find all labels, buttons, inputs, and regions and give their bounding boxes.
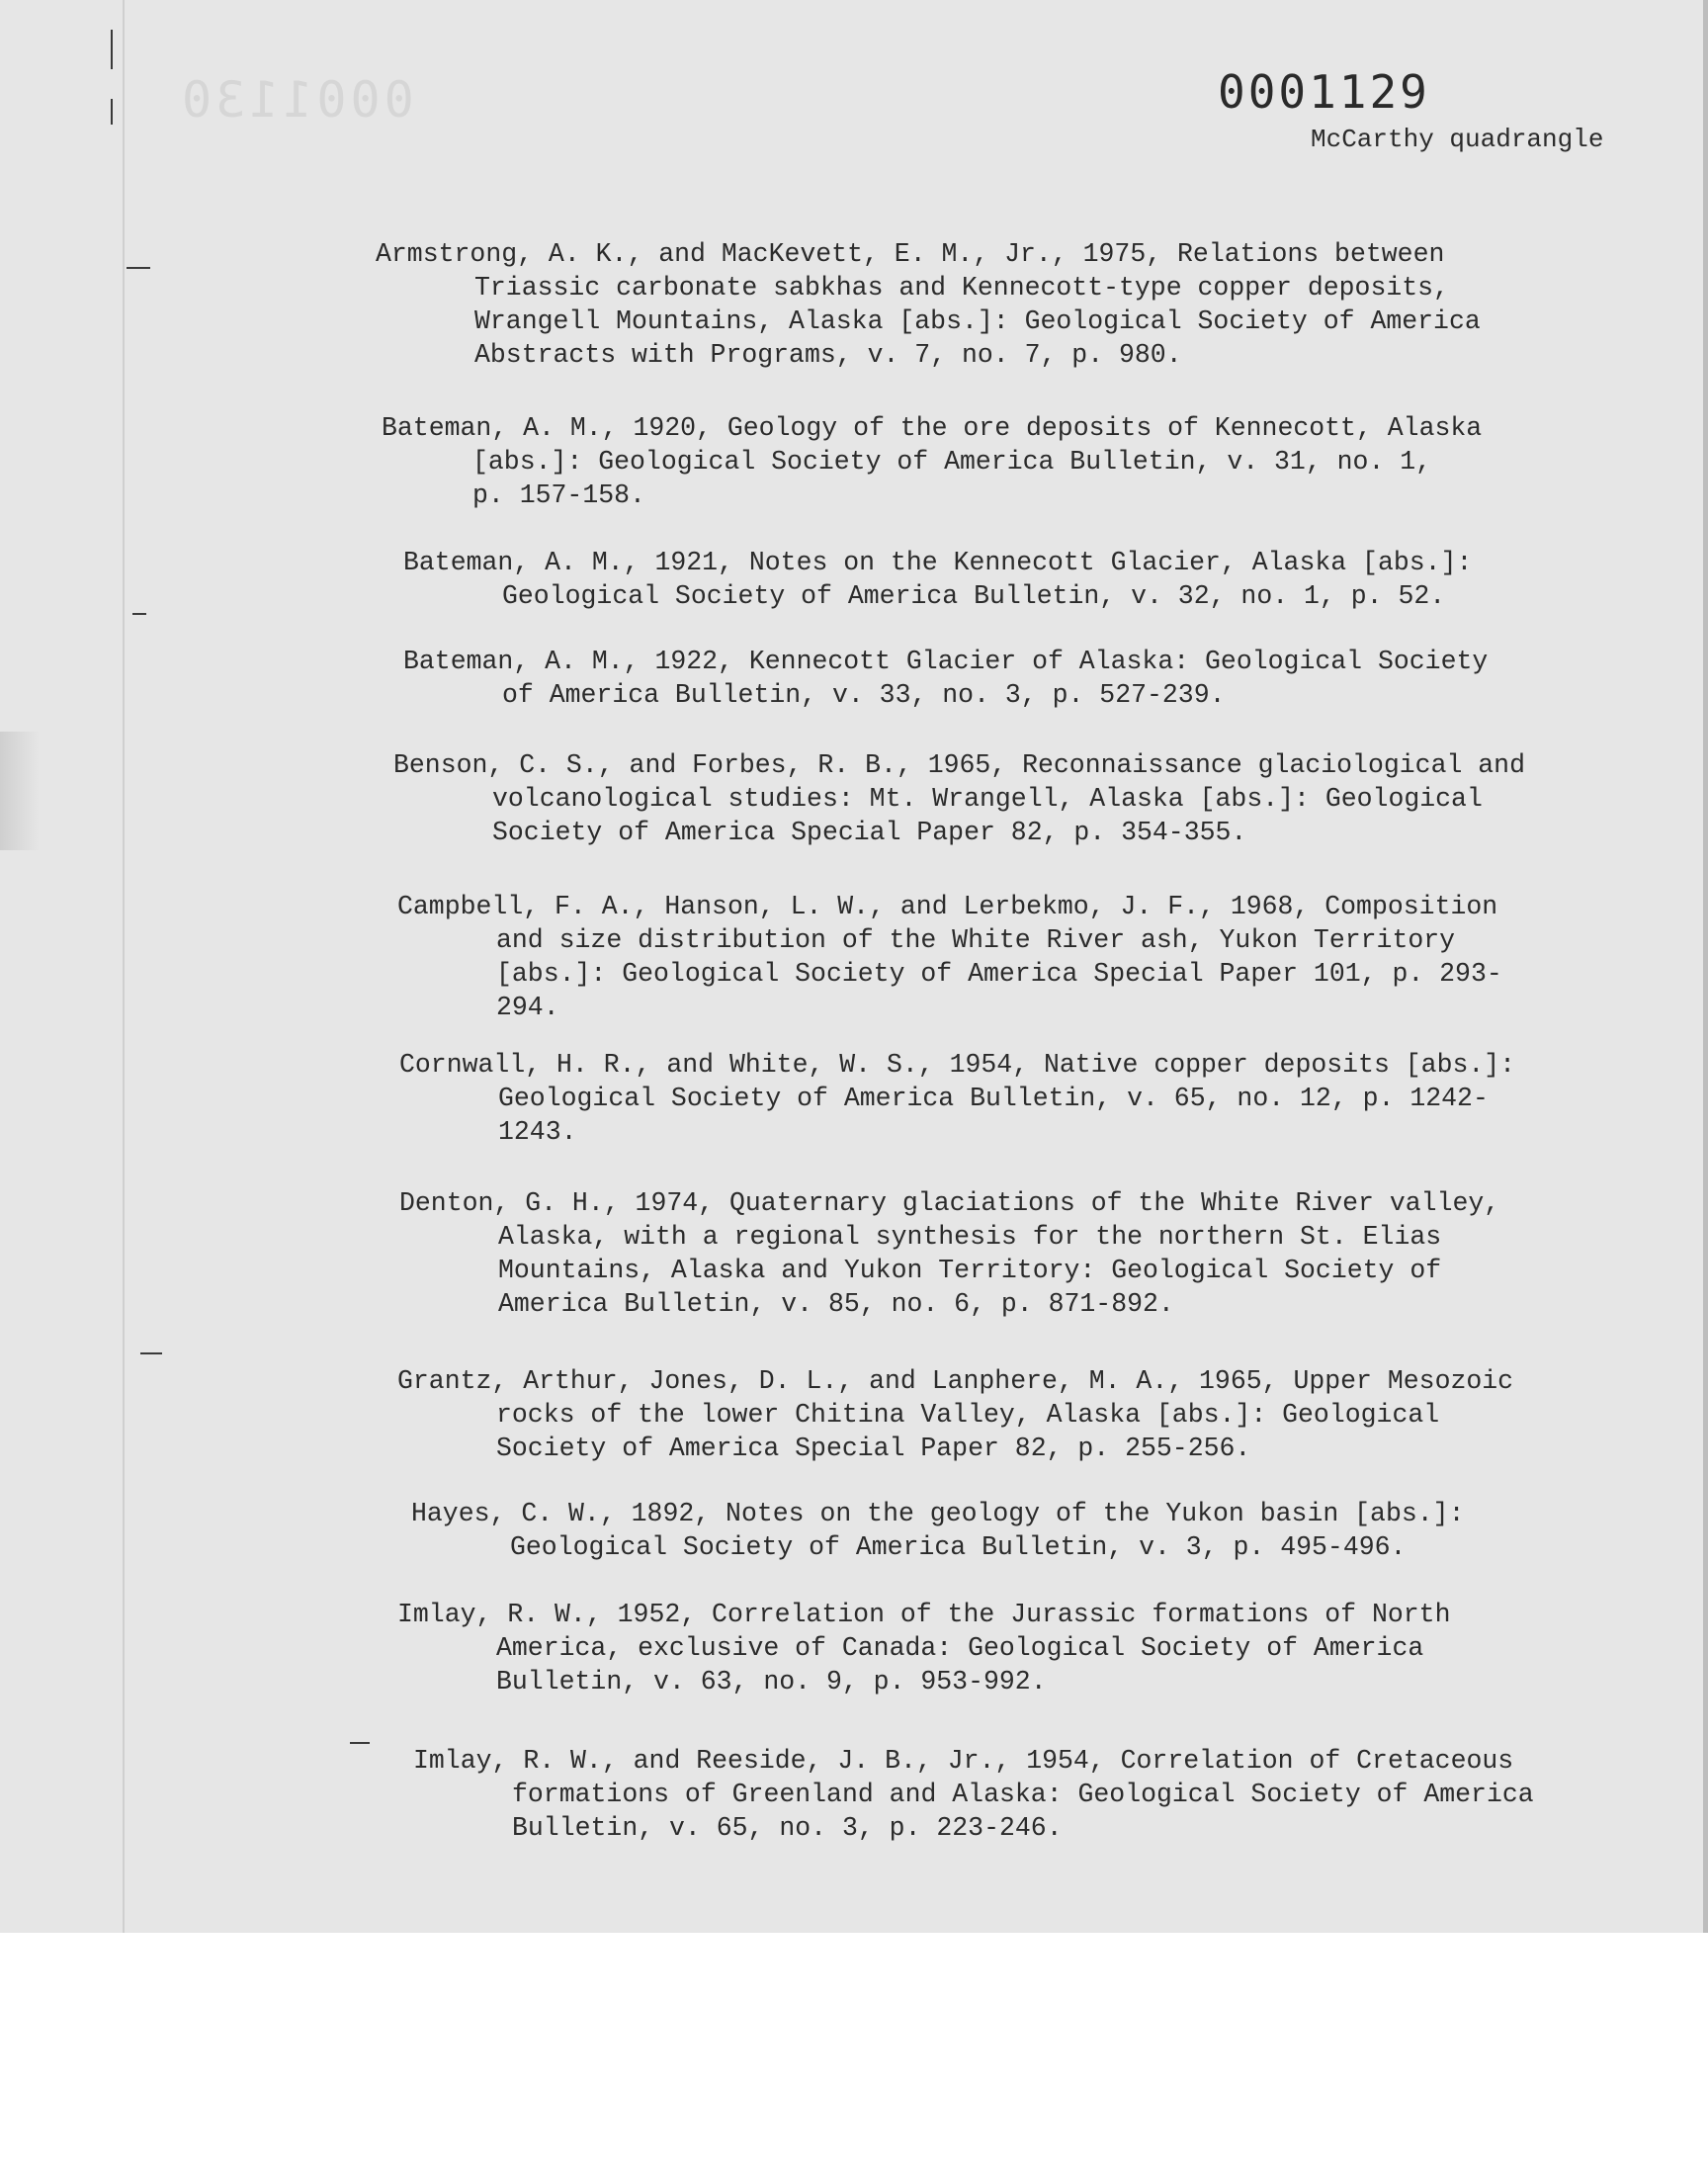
reference-line: of America Bulletin, v. 33, no. 3, p. 527-239. — [502, 680, 1226, 710]
margin-mark — [140, 1352, 162, 1354]
reference-line: 294. — [496, 993, 559, 1022]
reference-entry — [397, 1598, 1450, 1698]
reference-entry — [399, 1048, 1515, 1149]
reference-entry — [399, 1186, 1499, 1321]
reference-line: Bulletin, v. 65, no. 3, p. 223-246. — [512, 1813, 1063, 1843]
reference-line: rocks of the lower Chitina Valley, Alaska [abs.]: Geological — [496, 1400, 1440, 1430]
reference-line: Campbell, F. A., Hanson, L. W., and Lerbekmo, J. F., 1968, Composition — [397, 892, 1498, 921]
reference-entry — [376, 237, 1481, 372]
reference-line: Armstrong, A. K., and MacKevett, E. M., Jr., 1975, Relations between — [376, 239, 1445, 269]
reference-line: Geological Society of America Bulletin, v. 3, p. 495-496. — [510, 1532, 1407, 1562]
reference-line: [abs.]: Geological Society of America Bulletin, v. 31, no. 1, — [472, 447, 1432, 477]
reference-line: America, exclusive of Canada: Geological Society of America — [496, 1633, 1424, 1663]
reference-line: Imlay, R. W., and Reeside, J. B., Jr., 1954, Correlation of Cretaceous — [413, 1746, 1514, 1776]
reference-line: Society of America Special Paper 82, p. 354-355. — [492, 818, 1247, 847]
margin-mark — [127, 267, 150, 269]
reference-line: volcanological studies: Mt. Wrangell, Alaska [abs.]: Geological — [492, 784, 1483, 814]
reference-line: Abstracts with Programs, v. 7, no. 7, p. 980. — [474, 340, 1182, 370]
reference-entry — [413, 1744, 1534, 1845]
quadrangle-label: McCarthy quadrangle — [1311, 125, 1604, 154]
reference-entry — [403, 546, 1472, 613]
document-number: 0001129 — [1218, 65, 1430, 119]
reference-line: Grantz, Arthur, Jones, D. L., and Lanphere, M. A., 1965, Upper Mesozoic — [397, 1366, 1514, 1396]
reference-line: Geological Society of America Bulletin, v. 65, no. 12, p. 1242- — [498, 1084, 1489, 1113]
reference-line: p. 157-158. — [472, 480, 645, 510]
margin-mark — [132, 613, 146, 615]
reference-line: and size distribution of the White River ash, Yukon Territory — [496, 925, 1456, 955]
margin-mark — [111, 30, 113, 69]
bleed-through-number: 0001130 — [178, 71, 414, 129]
reference-entry — [397, 1364, 1513, 1465]
reference-entry — [382, 411, 1482, 512]
reference-line: Cornwall, H. R., and White, W. S., 1954, Native copper deposits [abs.]: — [399, 1050, 1516, 1080]
reference-line: Hayes, C. W., 1892, Notes on the geology of the Yukon basin [abs.]: — [411, 1499, 1465, 1528]
reference-line: Wrangell Mountains, Alaska [abs.]: Geological Society of America — [474, 306, 1481, 336]
reference-line: America Bulletin, v. 85, no. 6, p. 871-892. — [498, 1289, 1174, 1319]
reference-entry — [411, 1497, 1464, 1564]
reference-entry — [397, 890, 1502, 1024]
reference-line: formations of Greenland and Alaska: Geological Society of America — [512, 1780, 1534, 1809]
reference-line: Imlay, R. W., 1952, Correlation of the Jurassic formations of North — [397, 1600, 1451, 1629]
scan-shadow — [0, 732, 40, 850]
margin-mark — [350, 1742, 370, 1744]
reference-line: Mountains, Alaska and Yukon Territory: Geological Society of — [498, 1256, 1442, 1285]
reference-line: Triassic carbonate sabkhas and Kennecott-type copper deposits, — [474, 273, 1449, 303]
page-edge — [1703, 0, 1708, 1933]
binding-line — [123, 0, 125, 1933]
reference-line: Bateman, A. M., 1920, Geology of the ore deposits of Kennecott, Alaska — [382, 413, 1483, 443]
reference-line: Society of America Special Paper 82, p. 255-256. — [496, 1434, 1251, 1463]
reference-line: Bateman, A. M., 1922, Kennecott Glacier of Alaska: Geological Society — [403, 647, 1489, 676]
reference-line: Benson, C. S., and Forbes, R. B., 1965, Reconnaissance glaciological and — [393, 750, 1525, 780]
reference-line: Denton, G. H., 1974, Quaternary glaciations of the White River valley, — [399, 1188, 1500, 1218]
reference-line: Alaska, with a regional synthesis for the northern St. Elias — [498, 1222, 1442, 1252]
reference-line: Bulletin, v. 63, no. 9, p. 953-992. — [496, 1667, 1047, 1696]
margin-mark — [111, 99, 113, 125]
reference-entry — [393, 748, 1525, 849]
reference-line: 1243. — [498, 1117, 577, 1147]
reference-line: Geological Society of America Bulletin, v. 32, no. 1, p. 52. — [502, 581, 1446, 611]
reference-line: [abs.]: Geological Society of America Special Paper 101, p. 293- — [496, 959, 1502, 989]
reference-line: Bateman, A. M., 1921, Notes on the Kennecott Glacier, Alaska [abs.]: — [403, 548, 1473, 577]
reference-entry — [403, 645, 1488, 712]
